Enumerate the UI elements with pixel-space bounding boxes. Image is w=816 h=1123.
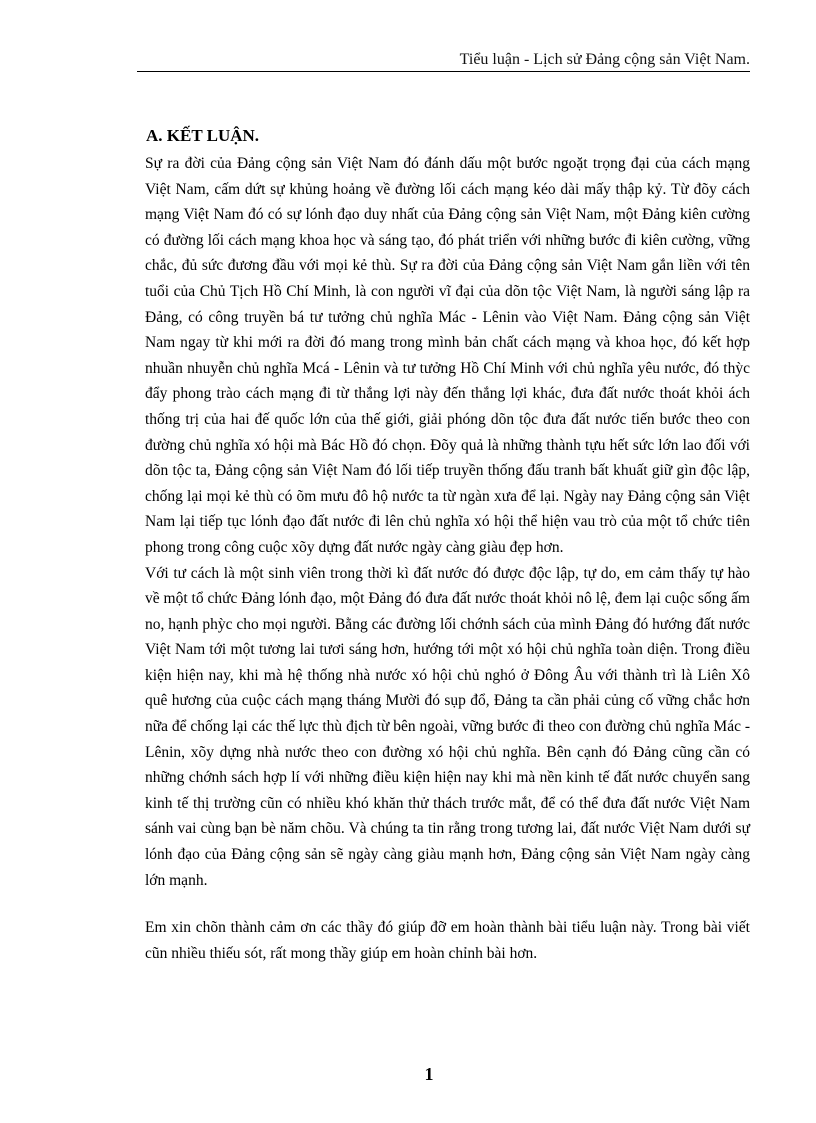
body-text xyxy=(145,151,750,966)
running-header: Tiểu luận - Lịch sử Đảng cộng sản Việt Nam. xyxy=(459,51,750,68)
page-number: 1 xyxy=(424,1064,434,1084)
paragraph-conclusion-2: Với tư cách là một sinh viên trong thời kì đất nước đó được độc lập, tự do, em cảm thấy tự hào về một tổ chức Đảng lónh đạo, một Đảng đó đưa đất nước thoát khỏi nô lệ, đem lại cuộc sống ấm no, hạnh phỳc cho mọi người. Bằng các đường lối chớnh sách của mình Đảng đó hướng đất nước Việt Nam tới một tương lai tươi sáng hơn, hướng tới một xó hội chủ nghĩa toàn diện. Trong điều kiện hiện nay, khi mà hệ thống nhà nước xó hội chủ nghó ở Đông Âu với thành trì là Liên Xô quê hương của cuộc cách mạng tháng Mười đó sụp đổ, Đảng ta cần phải củng cố vững chắc hơn nữa để chống lại các thế lực thù địch từ bên ngoài, vững bước đi theo con đường chủ nghĩa Mác - Lênin, xõy dựng nhà nước theo con đường xó hội chủ nghĩa. Bên cạnh đó Đảng cũng cần có những chớnh sách hợp lí với những điều kiện hiện nay khi mà nền kinh tế đất nước chuyển sang kinh tế thị trường cũn có nhiều khó khăn thử thách trước mắt, để có thể đưa đất nước Việt Nam sánh vai cùng bạn bè năm chõu. Và chúng ta tin rằng trong tương lai, đất nước Việt Nam dưới sự lónh đạo của Đảng cộng sản sẽ ngày càng giàu mạnh hơn, Đảng cộng sản Việt Nam ngày càng lớn mạnh. xyxy=(145,564,750,889)
paragraph-conclusion-1: Sự ra đời của Đảng cộng sản Việt Nam đó đánh dấu một bước ngoặt trọng đại của cách mạng Việt Nam, cấm dứt sự khủng hoảng về đường lối cách mạng kéo dài mấy thập kỷ. Từ đõy cách mạng Việt Nam đó có sự lónh đạo duy nhất của Đảng cộng sản Việt Nam, một Đảng kiên cường có đường lối cách mạng khoa học và sáng tạo, đó phát triển với những bước đi kiên cường, vững chắc, đủ sức đương đầu với mọi kẻ thù. Sự ra đời của Đảng cộng sản Việt Nam gắn liền với tên tuổi của Chủ Tịch Hồ Chí Minh, là con người vĩ đại của dõn tộc Việt Nam, là người sáng lập ra Đảng, có công truyền bá tư tưởng chủ nghĩa Mác - Lênin vào Việt Nam. Đảng cộng sản Việt Nam ngay từ khi mới ra đời đó mang trong mình bản chất cách mạng và khoa học, đó kết hợp nhuần nhuyễn chủ nghĩa Mcá - Lênin và tư tưởng Hồ Chí Minh với chủ nghĩa yêu nước, đó thỳc đẩy phong trào cách mạng đi từ thắng lợi này đến thắng lợi khác, đưa đất nước thoát khỏi ách thống trị của hai đế quốc lớn của thế giới, giải phóng dõn tộc đưa đất nước tiến bước theo con đường chủ nghĩa xó hội mà Bác Hồ đó chọn. Đõy quả là những thành tựu hết sức lớn lao đối với dõn tộc ta, Đảng cộng sản Việt Nam đó lối tiếp truyền thống đấu tranh bất khuất giữ gìn độc lập, chống lại mọi kẻ thù có õm mưu đô hộ nước ta từ ngàn xưa để lại. Ngày nay Đảng cộng sản Việt Nam lại tiếp tục lónh đạo đất nước đi lên chủ nghĩa xó hội thể hiện vau trò của một tổ chức tiên phong trong công cuộc xõy dựng đất nước ngày càng giàu đẹp hơn. xyxy=(145,155,750,556)
paragraph-thanks: Em xin chõn thành cảm ơn các thầy đó giúp đỡ em hoàn thành bài tiểu luận này. Trong bài viết cũn nhiều thiếu sót, rất mong thầy giúp em hoàn chỉnh bài hơn. xyxy=(145,919,750,962)
header-divider xyxy=(137,71,750,72)
section-heading: A. KẾT LUẬN. xyxy=(146,126,260,145)
